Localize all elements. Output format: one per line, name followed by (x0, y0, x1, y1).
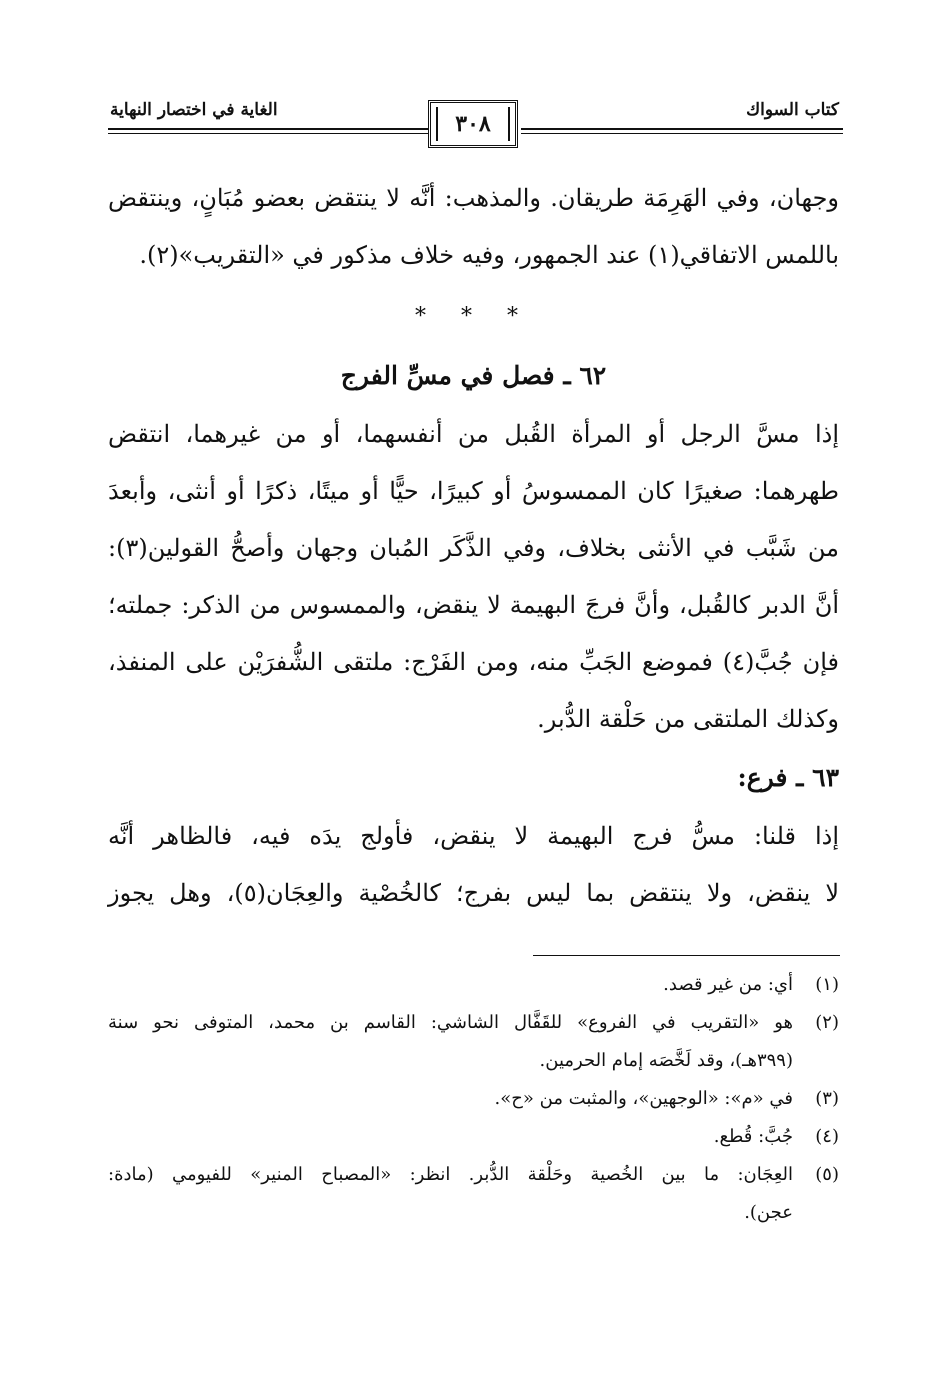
footnote-text: العِجَان: ما بين الخُصية وحَلْقة الدُّبر. انظر: «المصباح المنير» للفيومي (مادة: (108, 1164, 793, 1185)
header-rule-left (108, 128, 428, 130)
footnote (108, 1004, 839, 1080)
text-line: لا ينقض، ولا ينتقض بما ليس بفرج؛ كالخُصْية والعِجَان(٥)، وهل يجوز (108, 879, 840, 907)
text-line: إذا مسَّ الرجل أو المرأة القُبل من أنفسهما، أو من غيرهما، انتقض (108, 420, 839, 448)
paragraph-3 (108, 808, 839, 922)
section-heading: ٦٢ ـ فصل في مسِّ الفرج (340, 361, 607, 390)
paragraph-2 (108, 406, 839, 748)
text-line: وجهان، وفي الهَرِمَة طريقان. والمذهب: أنَّه لا ينتقض بعضو مُبَانٍ، وينتقض (108, 184, 839, 212)
running-header (0, 92, 947, 172)
header-rule-right-thin (521, 133, 843, 134)
footnote-separator (533, 955, 840, 956)
footnote-number: (١) (815, 974, 839, 995)
paragraph-1 (108, 170, 839, 284)
page-number-box (428, 100, 518, 148)
footnote (108, 1118, 839, 1156)
header-book-name: كتاب السواك (746, 100, 839, 120)
page-number: ٣٠٨ (455, 111, 491, 137)
footnotes (108, 966, 839, 1232)
footnote-text: هو «التقريب في الفروع» للقَفَّال الشاشي: القاسم بن محمد، المتوفى نحو سنة (108, 1012, 793, 1033)
footnote-number: (٣) (815, 1088, 839, 1109)
text-line: باللمس الاتفاقي(١) عند الجمهور، وفيه خلاف مذكور في «التقريب»(٢). (139, 241, 839, 269)
footnote (108, 1080, 839, 1118)
footnote-text: جُبَّ: قُطع. (713, 1126, 793, 1147)
text-line: أنَّ الدبر كالقُبل، وأنَّ فرجَ البهيمة لا ينقض، والممسوس من الذكر: جملته؛ (108, 591, 839, 619)
subsection-heading: ٦٣ ـ فرع: (737, 763, 839, 792)
header-rule-left-thin (108, 133, 428, 134)
footnote-text: أي: من غير قصد. (663, 974, 793, 995)
text-line: من شَبَّب في الأنثى بخلاف، وفي الذَّكَر المُبان وجهان وأصحُّ القولين(٣): (108, 534, 839, 562)
footnote-number: (٥) (815, 1164, 839, 1185)
footnote-text: (٣٩٩هـ)، وقد لَخَّصَه إمام الحرمين. (539, 1050, 793, 1071)
footnote (108, 1156, 839, 1232)
text-line: فإن جُبَّ(٤) فموضع الجَبِّ منه، ومن الفَرْج: ملتقى الشُّفرَيْن على المنفذ، (108, 648, 839, 676)
header-work-title: الغاية في اختصار النهاية (110, 100, 278, 120)
footnote (108, 966, 839, 1004)
footnote-number: (٤) (815, 1126, 839, 1147)
text-line: طهرهما: صغيرًا كان الممسوسُ أو كبيرًا، حيًّا أو ميتًا، ذكرًا أو أنثى، وأبعدَ (108, 477, 839, 505)
footnote-number: (٢) (815, 1012, 839, 1033)
text-line: وكذلك الملتقى من حَلْقة الدُّبر. (537, 705, 839, 733)
footnote-text: في «م»: «الوجهين»، والمثبت من «ح». (494, 1088, 793, 1109)
footnote-text: عجن). (744, 1202, 793, 1223)
section-separator: * * * (415, 304, 532, 329)
text-line: إذا قلنا: مسُّ فرج البهيمة لا ينقض، فأولج يدَه فيه، فالظاهر أنَّه (108, 822, 839, 850)
header-rule-right (521, 128, 843, 130)
main-text (108, 170, 839, 922)
